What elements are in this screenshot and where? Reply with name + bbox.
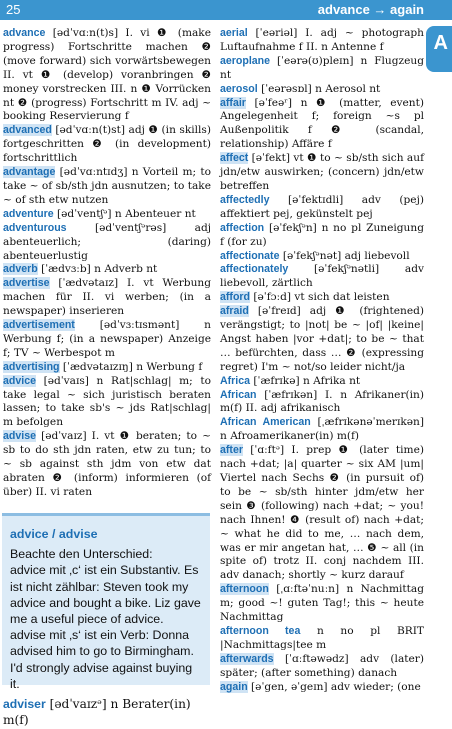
entry-headword: advance: [3, 27, 46, 39]
entry-headword: advertising: [3, 360, 60, 373]
entry-body: [ədˈventʃᵊrəs] adj abenteuerlich; (daring) abenteuerlustig: [3, 221, 212, 262]
entry-headword: affectionately: [220, 263, 289, 276]
dictionary-entry: [220, 305, 424, 375]
bottom-entry: [3, 697, 211, 729]
dictionary-entry: [220, 625, 424, 653]
dictionary-entry: [3, 375, 211, 431]
entry-body: [ˈædvɜːb] n Adverb nt: [41, 263, 158, 276]
entry-headword: affectionate: [220, 249, 280, 262]
usage-note-line: Beachte den Unterschied:: [10, 547, 153, 562]
entry-body: [ˈeərə(ʊ)pleɪn] n Flugzeug nt: [220, 54, 424, 81]
entry-headword: aerosol: [220, 82, 258, 95]
entry-body: [ədˈvɑːn(t)s] I. vi ❶ (make progress) Fortschritte machen ❷ (move forward) sich vorwärtsbewegen II. vt ❶ (develop) voranbringen ❷ money vorstrecken III. n ❶ Vorrücken nt ❷ (progress) Fortschritt m IV. adj ~ booking Reservierung f: [3, 27, 211, 123]
entry-body: [əˈfektɪdli] adv (pej) affektiert pej, gekünstelt pej: [220, 193, 424, 220]
entry-body: [ˈædvətaɪz] I. vt Werbung machen für II. vi werben; (in a newspaper) inserieren: [3, 277, 211, 318]
entry-headword: adverb: [3, 263, 38, 276]
dictionary-entry: [3, 263, 211, 277]
entry-body: [əˈfekʃᵊnət] adj liebevoll: [282, 249, 410, 262]
entry-body: [ədˈvɑːn(t)st] adj ❶ (in skills) fortgeschritten ❷ (in development) fortschrittlich: [3, 124, 211, 165]
right-column: [220, 27, 424, 695]
entry-body: [əˈfreɪd] adj ❶ (frightened) verängstigt; to |not| be ~ |of| |keine| Angst haben |vor +dat|; to be ~ that … befürchten, dass … ❷ (expressing regret) I'm ~ not/so leider nicht/ja: [220, 305, 424, 373]
dictionary-entry: [220, 250, 424, 264]
entry-body: [ˌɑːftəˈnuːn] n Nachmittag m; good ~! guten Tag!; this ~ heute Nachmittag: [220, 583, 425, 624]
thumb-index-letter: A: [433, 32, 448, 54]
dictionary-entry: [220, 444, 424, 583]
left-column: [3, 27, 211, 500]
entry-body: [ədˈvaɪzᵊ] n Berater(in) m(f): [3, 697, 191, 727]
dictionary-entry: [220, 263, 424, 291]
entry-headword: adventure: [3, 207, 54, 220]
entry-body: [əˈfɔːd] vt sich dat leisten: [253, 291, 390, 304]
dictionary-entry: [220, 681, 424, 695]
running-head: advance → again: [317, 2, 424, 17]
entry-headword: advanced: [3, 124, 52, 137]
usage-note-line: advice mit ‚c‘ ist ein Substantiv. Es ist nicht zählbar: Steven took my advice and bought a bike. Liz gave me a useful piece of advice.: [10, 563, 201, 627]
entry-body: [ˈɑːftəwədz] adv (later) später; (after something) danach: [220, 652, 424, 679]
entry-body: [ˈæfrɪkən] I. n Afrikaner(in) m(f) II. adj afrikanisch: [220, 388, 424, 415]
dictionary-entry: [220, 389, 424, 417]
entry-body: [ədˈvaɪz] I. vt ❶ beraten; to ~ sb to do sth jdn raten, etw zu tun; to ~ sb against sth jdm von etw dat abraten ❷ (inform) informieren (of über) II. vi raten: [3, 430, 211, 498]
dictionary-entry: [3, 277, 211, 319]
entry-headword: advantage: [3, 166, 56, 179]
dictionary-entry: [3, 361, 211, 375]
entry-body: [ˈɑːftᵊ] I. prep ❶ (later time) nach +dat; |a| quarter ~ six AM |um| Viertel nach Sechs ❷ (in pursuit of) to be ~ sb/sth hinter jdm/etw her sein ❸ (following) nach +dat; ~ you! nach Ihnen! ❹ (result of) nach +dat; ~ what he did to me, … nach dem, was er mir angetan hat, … ❺ ~ all (in spite of) trotz II. conj nachdem III. adv danach; shortly ~ kurz darauf: [220, 444, 424, 582]
usage-note-line: advise mit ‚s‘ ist ein Verb: Donna advised him to go to Birmingham. I'd strongly advise against buying it.: [10, 628, 194, 691]
dictionary-entry: [220, 152, 424, 194]
entry-headword: aerial: [220, 27, 248, 39]
entry-headword: advise: [3, 430, 36, 443]
entry-body: [ˈeəriəl] I. adj ~ photograph Luftaufnahme f II. n Antenne f: [220, 27, 424, 53]
dictionary-entry: [3, 124, 211, 166]
entry-headword: affair: [220, 96, 246, 109]
dictionary-entry: [220, 55, 424, 83]
entry-body: [ˈæfrɪkə] n Afrika nt: [253, 374, 361, 387]
dictionary-entry: [3, 222, 211, 264]
entry-headword: afternoon: [220, 583, 269, 596]
dictionary-entry: [220, 194, 424, 222]
dictionary-entry: [220, 97, 424, 153]
dictionary-entry: [220, 416, 424, 444]
entry-headword: affect: [220, 152, 249, 165]
entry-headword: affection: [220, 221, 265, 234]
entry-body: [ˈædvətaɪzɪŋ] n Werbung f: [62, 360, 203, 373]
entry-body: [ədˈvɜːtɪsmənt] n Werbung f; (in a newspaper) Anzeige f; TV ~ Werbespot m: [3, 319, 211, 359]
entry-headword: after: [220, 444, 243, 457]
dictionary-entry: [220, 83, 424, 97]
entry-body: [ədˈvaɪs] n Rat|schlag| m; to take legal ~ sich juristisch beraten lassen; to take sb's ~ jds Rat|schlag| m befolgen: [3, 374, 211, 429]
entry-body: [ˈeərəsɒl] n Aerosol nt: [261, 82, 381, 95]
dictionary-entry: [220, 653, 424, 681]
entry-headword: African American: [220, 416, 311, 429]
dictionary-entry: [3, 27, 211, 124]
dictionary-entry: [220, 291, 424, 305]
entry-body: [əˈfekʃᵊnətli] adv liebevoll, zärtlich: [220, 263, 424, 290]
page-header: [0, 0, 452, 20]
entry-headword: African: [220, 388, 257, 401]
entry-body: [ˌæfrɪkənəˈmerɪkən] n Afroamerikaner(in) m(f): [220, 416, 424, 443]
entry-body: [əˈfeəʳ] n ❶ (matter, event) Angelegenheit f; foreign ~s pl Außenpolitik f ❷ (scandal, relationship) Affäre f: [220, 96, 424, 151]
dictionary-entry: [3, 208, 211, 222]
usage-note-title: advice / advise: [10, 527, 98, 541]
entry-headword: advertise: [3, 277, 50, 290]
entry-body: [əˈfekʃᵊn] n no pl Zuneigung f (for zu): [220, 221, 424, 248]
entry-headword: advertisement: [3, 319, 75, 332]
usage-note-panel: [2, 513, 210, 691]
page-number: 25: [6, 2, 21, 17]
entry-headword: Africa: [220, 374, 251, 387]
entry-headword: adventurous: [3, 221, 67, 234]
entry-headword: affectedly: [220, 193, 270, 206]
entry-headword: afraid: [220, 305, 249, 318]
entry-body: n no pl BRIT |Nachmittags|tee m: [220, 624, 424, 651]
entry-body: [əˈfekt] vt ❶ to ~ sb/sth sich auf jdn/etw auswirken; (concern) jdn/etw betreffen: [220, 152, 424, 192]
entry-headword: advice: [3, 374, 36, 387]
entry-body: [ədˈventʃᵊ] n Abenteuer nt: [57, 207, 196, 220]
dictionary-entry: [220, 222, 424, 250]
entry-headword: again: [220, 680, 248, 693]
dictionary-entry: [3, 166, 211, 208]
dictionary-entry: [220, 583, 424, 625]
entry-headword: aeroplane: [220, 54, 271, 67]
dictionary-entry: [220, 375, 424, 389]
entry-headword: afterwards: [220, 652, 274, 665]
entry-headword: afternoon tea: [220, 624, 301, 637]
dictionary-entry: [3, 430, 211, 500]
dictionary-entry: [220, 27, 424, 55]
entry-headword: afford: [220, 291, 251, 304]
entry-headword: adviser: [3, 697, 46, 711]
dictionary-entry: [3, 319, 211, 361]
entry-body: [əˈgen, əˈgeɪn] adv wieder; (one: [251, 680, 421, 693]
entry-body: [ədˈvɑːntɪdʒ] n Vorteil m; to take ~ of sb/sth jdn ausnutzen; to take ~ of sth etw nutzen: [3, 166, 211, 206]
